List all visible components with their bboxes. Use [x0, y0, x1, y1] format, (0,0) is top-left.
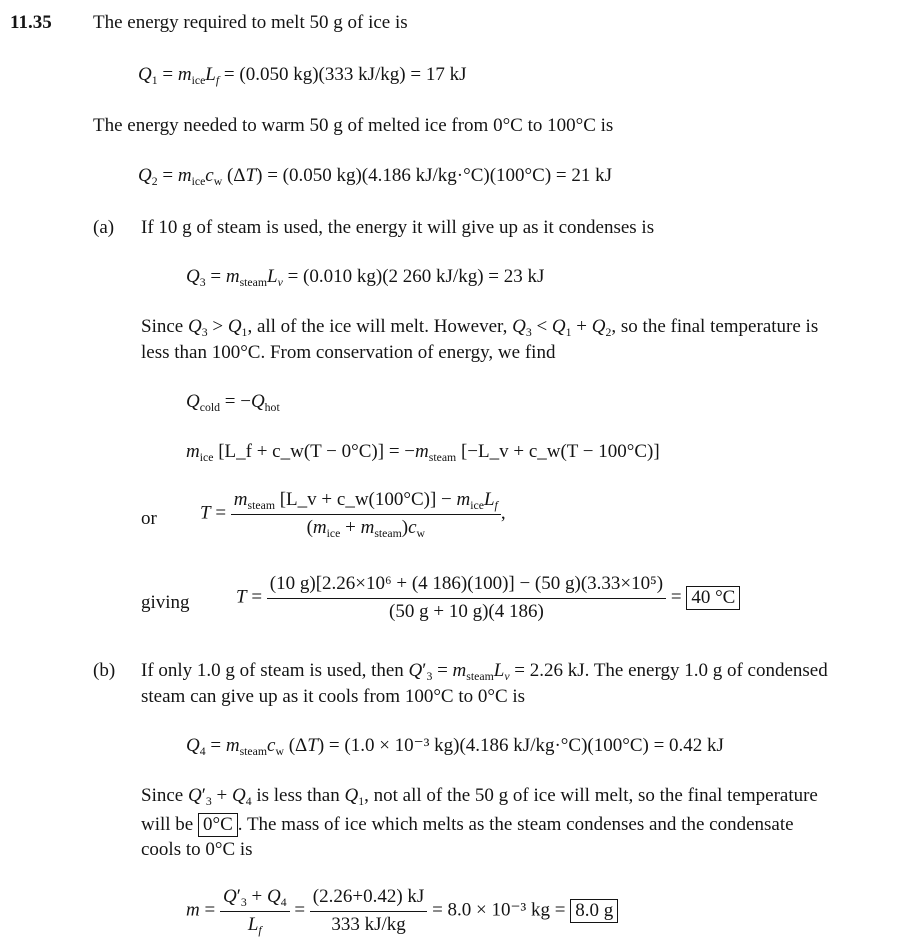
equation-conservation: $Q_{cold} = -Q_{hot}$ — [186, 391, 280, 415]
part-b-text-4b: . The mass of ice which melts as the steam condenses and the condensate — [237, 814, 794, 835]
part-a-text-3: less than 100°C. From conservation of energy, we find — [141, 342, 556, 363]
giving-label: giving — [141, 592, 190, 613]
equation-T-num: [L_v + c_w(100°C)] − — [279, 489, 452, 510]
equation-q2: $Q_2 = m_{ice}c_w$ (ΔT) = (0.050 kg)(4.186 kJ/kg·°C)(100°C) = 21 kJ — [138, 165, 613, 189]
part-b-text-2: steam can give up as it cools from 100°C to 0°C is — [141, 686, 526, 707]
part-a-text-2c: , so the final temperature is — [611, 316, 819, 337]
warm-text: The energy needed to warm 50 g of melted ice from 0°C to 100°C is — [93, 115, 614, 136]
equation-q4: $Q_4 = m_{steam}c_w$ (ΔT) = (1.0 × 10⁻³ kg)(4.186 kJ/kg·°C)(100°C) = 0.42 kJ — [186, 735, 724, 759]
part-a-text-2b: , all of the ice will melt. However, — [247, 316, 508, 337]
equation-giving-num: (10 g)[2.26×10⁶ + (4 186)(100)] − (50 g)(3.33×10⁵) — [267, 573, 666, 599]
part-a-text-1: If 10 g of steam is used, the energy it will give up as it condenses is — [141, 217, 655, 238]
part-b-text-1b: = 2.26 kJ. The energy 1.0 g of condensed — [514, 660, 828, 681]
part-b-text-3: Since $Q'_3 + Q_4$ is less than $Q_1$, not all of the 50 g of ice will melt, so the final temperature — [141, 785, 818, 809]
equation-balance-lhs: [L_f + c_w(T − 0°C)] — [218, 441, 385, 462]
equation-mass-frac-1: $\frac{Q'_3 + Q_4}{L_f}$ — [220, 886, 290, 937]
equation-mass-den: 333 kJ/kg — [331, 913, 406, 935]
part-b-text-1: If only 1.0 g of steam is used, then $Q'_3 = m_{steam}L_v = 2.26$ kJ. The energy 1.0 g of condensed — [141, 660, 828, 684]
equation-q2-rhs: = (0.050 kg)(4.186 kJ/kg·°C)(100°C) = 21 kJ — [267, 165, 613, 186]
equation-giving-den: (50 g + 10 g)(4 186) — [389, 600, 544, 622]
part-b-text-1a: If only 1.0 g of steam is used, then — [141, 660, 404, 681]
equation-balance: $m_{ice}$ [L_f + c_w(T − $0^\circ C)] = -m_{steam}$ [−L_v + c_w(T − 100°C)] — [186, 441, 660, 465]
equation-T-fraction: $\frac{m_{steam} [L\_v + c\_w(100^\circ C)] - m_{ice}L_f}{(m_{ice} + m_{steam})c_w}$ — [231, 489, 501, 540]
equation-q4-rhs: = (1.0 × 10⁻³ kg)(4.186 kJ/kg·°C)(100°C) = 0.42 kJ — [328, 735, 724, 756]
equation-giving-fraction — [267, 573, 666, 624]
part-b-text-3c: , not all of the 50 g of ice will melt, so the final temperature — [364, 785, 818, 806]
equation-giving: T = $\frac{\text{(10 g)[2.26×10⁶ + (4 186)(100)] − (50 g)(3.33×10⁵)}}{(50 g + 10 g)(4 186)}$ = 40 °C — [236, 573, 740, 624]
equation-mass-frac-2 — [310, 886, 428, 937]
equation-q1-rhs: = (0.050 kg)(333 kJ/kg) = 17 kJ — [223, 64, 467, 85]
equation-mass: m = $\frac{Q'_3 + Q_4}{L_f}$ = $\frac{(2.26+0.42) kJ}{333 kJ/kg}$ = 8.0 × 10⁻³ kg = 8.0 g — [186, 886, 618, 937]
or-label: or — [141, 508, 157, 529]
part-b-text-4 — [141, 813, 794, 837]
part-a-text-2: Since $Q_3 > Q_1$, all of the ice will melt. However, $Q_3 < Q_1 + Q_2$, so the final temperature is — [141, 316, 819, 340]
answer-a-box: 40 °C — [686, 586, 740, 610]
equation-mass-num: (2.26+0.42) kJ — [310, 886, 428, 912]
equation-q3: $Q_3 = m_{steam}L_v = (0.010$ kg)(2 260 kJ/kg) = 23 kJ — [186, 266, 545, 290]
part-b-text-3b: is less than — [256, 785, 340, 806]
intro-text: The energy required to melt 50 g of ice is — [93, 12, 408, 33]
equation-q1: $Q_1 = m_{ice}L_f = (0.050$ kg)(333 kJ/kg) = 17 kJ — [138, 64, 467, 88]
part-b-label: (b) — [93, 660, 116, 681]
equation-T: T = $\frac{m_{steam} [L\_v + c\_w(100^\circ C)] - m_{ice}L_f}{(m_{ice} + m_{steam})c_w}$ , — [200, 489, 506, 540]
equation-balance-rhs: [−L_v + c_w(T − 100°C)] — [460, 441, 660, 462]
part-b-text-5: cools to 0°C is — [141, 839, 253, 860]
part-b-text-4a: will be — [141, 814, 194, 835]
equation-q3-rhs: = (0.010 kg)(2 260 kJ/kg) = 23 kJ — [287, 266, 545, 287]
equation-mass-result: = 8.0 × 10⁻³ kg = — [432, 899, 566, 921]
problem-number: 11.35 — [10, 12, 52, 33]
answer-b-temp-box: 0°C — [198, 813, 238, 837]
answer-b-mass-box: 8.0 g — [570, 899, 618, 923]
part-a-label: (a) — [93, 217, 115, 238]
problem-number-row — [10, 12, 52, 35]
